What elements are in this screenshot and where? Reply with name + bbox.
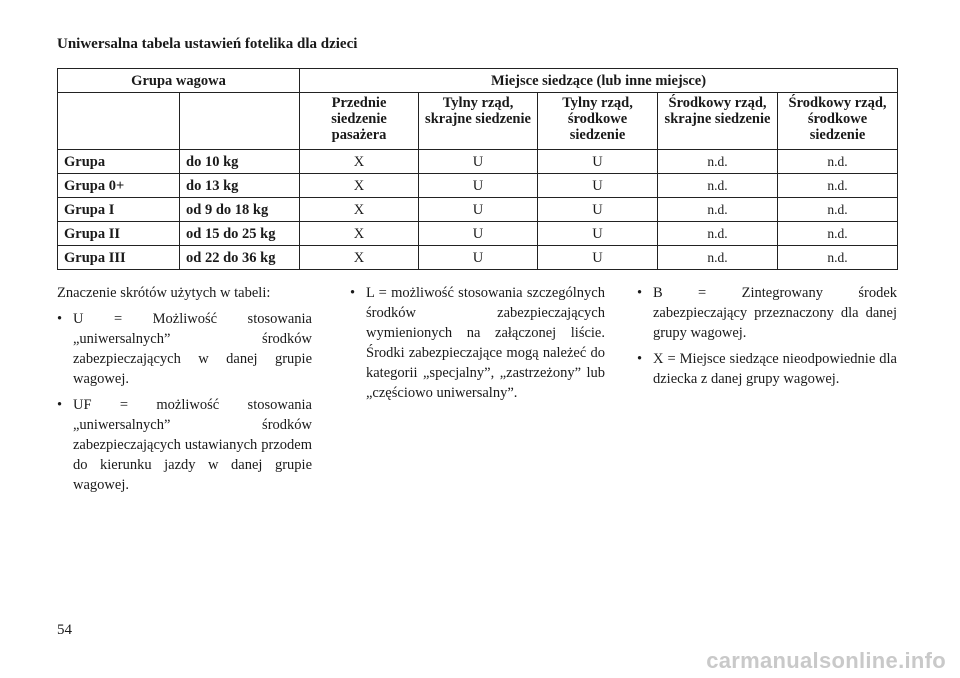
legend-item [637, 349, 897, 389]
value-cell: n.d. [658, 150, 778, 174]
legend-item [637, 283, 897, 343]
legend-column-1 [57, 283, 312, 501]
weight-cell: od 22 do 36 kg [180, 246, 300, 270]
watermark: carmanualsonline.info [706, 648, 946, 673]
value-cell: U [538, 150, 658, 174]
value-cell: n.d. [658, 174, 778, 198]
weight-cell: do 13 kg [180, 174, 300, 198]
blank-header-cell [58, 93, 180, 150]
value-cell: U [538, 198, 658, 222]
legend-column-3 [637, 283, 897, 395]
value-cell: n.d. [778, 174, 898, 198]
value-cell: U [419, 246, 538, 270]
table-row [58, 222, 898, 246]
group-cell: Grupa I [58, 198, 180, 222]
group-cell: Grupa III [58, 246, 180, 270]
value-cell: X [300, 174, 419, 198]
value-cell: n.d. [778, 198, 898, 222]
table-title: Uniwersalna tabela ustawień fotelika dla dzieci [57, 36, 358, 52]
legend-text: L = możliwość stosowania szczególnych środków zabezpieczających wymienionych na załączonej liście. Środki zabezpieczające mogą należeć do kategorii „specjalny”, „zastrzeżony” lub „częściowo uniwersalny”. [366, 285, 605, 401]
value-cell: U [538, 246, 658, 270]
table-row [58, 246, 898, 270]
value-cell: n.d. [658, 198, 778, 222]
legend-intro: Znaczenie skrótów użytych w tabeli: [57, 285, 271, 301]
value-cell: n.d. [658, 246, 778, 270]
weight-cell: do 10 kg [180, 150, 300, 174]
bullet-icon: • [57, 397, 63, 413]
value-cell: X [300, 222, 419, 246]
weight-cell: od 9 do 18 kg [180, 198, 300, 222]
column-header: Tylny rząd, skrajne siedzenie [419, 93, 538, 150]
value-cell: n.d. [778, 222, 898, 246]
table-row [58, 198, 898, 222]
legend-item [350, 283, 605, 403]
value-cell: X [300, 150, 419, 174]
weight-cell: od 15 do 25 kg [180, 222, 300, 246]
column-header: Środkowy rząd, skrajne siedzenie [658, 93, 778, 150]
value-cell: n.d. [778, 150, 898, 174]
bullet-icon: • [637, 351, 643, 367]
page-number: 54 [57, 622, 72, 638]
legend-item [57, 395, 312, 495]
group-cell: Grupa II [58, 222, 180, 246]
legend-text: UF = możliwość stosowania „uniwersalnych” środków zabezpieczających ustawianych przodem do kierunku jazdy w danej grupie wagowej. [73, 397, 312, 493]
bullet-icon: • [637, 285, 643, 301]
value-cell: X [300, 198, 419, 222]
child-seat-table [57, 68, 898, 270]
legend-item [57, 309, 312, 389]
legend-text: U = Możliwość stosowania „uniwersalnych” środków zabezpieczających w danej grupie wagowej. [73, 311, 312, 387]
legend-text: B = Zintegrowany środek zabezpieczający przeznaczony dla danej grupy wagowej. [653, 285, 897, 341]
table-row [58, 174, 898, 198]
value-cell: U [419, 222, 538, 246]
column-header: Tylny rząd, środkowe siedzenie [538, 93, 658, 150]
blank-header-cell [180, 93, 300, 150]
value-cell: U [419, 174, 538, 198]
column-header: Środkowy rząd, środkowe siedzenie [778, 93, 898, 150]
value-cell: U [419, 198, 538, 222]
weight-group-header: Grupa wagowa [58, 69, 300, 93]
seat-header: Miejsce siedzące (lub inne miejsce) [300, 69, 898, 93]
value-cell: n.d. [658, 222, 778, 246]
value-cell: X [300, 246, 419, 270]
bullet-icon: • [57, 311, 63, 327]
value-cell: U [538, 222, 658, 246]
value-cell: U [419, 150, 538, 174]
column-header: Przednie siedzenie pasażera [300, 93, 419, 150]
legend-text: X = Miejsce siedzące nieodpowiednie dla dziecka z danej grupy wagowej. [653, 351, 897, 387]
value-cell: n.d. [778, 246, 898, 270]
group-cell: Grupa 0+ [58, 174, 180, 198]
table-row [58, 150, 898, 174]
group-cell: Grupa [58, 150, 180, 174]
bullet-icon: • [350, 285, 356, 301]
value-cell: U [538, 174, 658, 198]
legend-column-2 [350, 283, 605, 409]
